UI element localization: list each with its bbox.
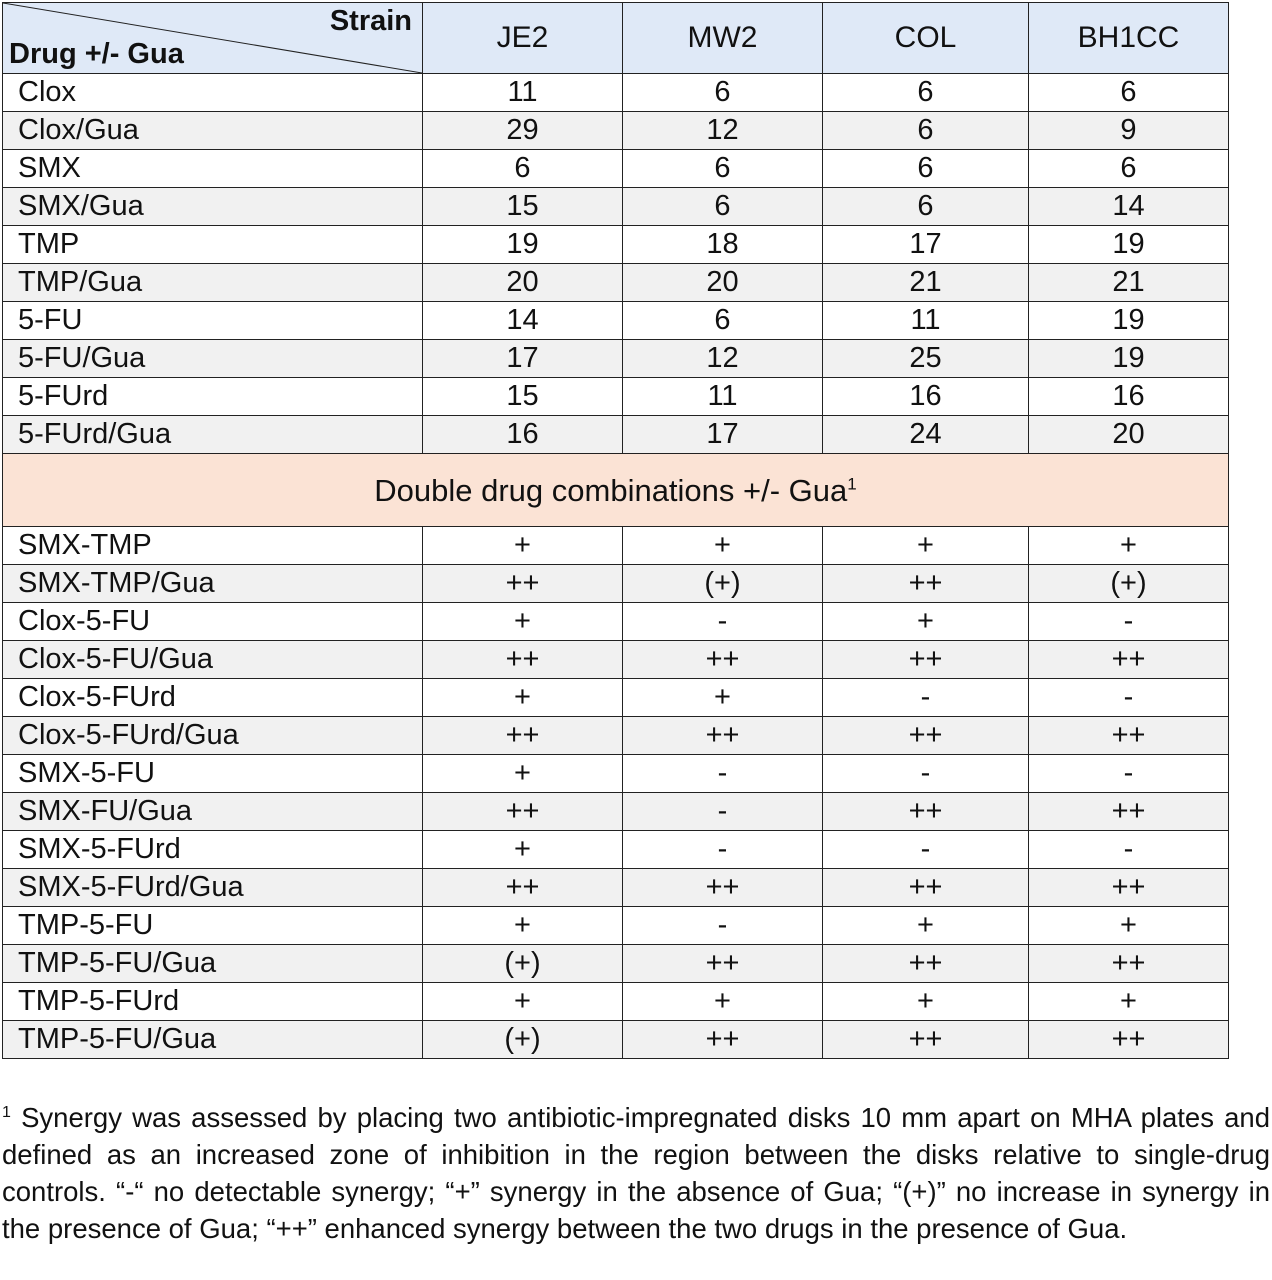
value-cell: ++: [823, 641, 1029, 679]
drug-name-cell: SMX/Gua: [3, 188, 423, 226]
value-cell: +: [423, 831, 623, 869]
results-table: [2, 2, 1229, 1059]
footnote-marker: 1: [2, 1104, 11, 1121]
footnote: [2, 1094, 1270, 1247]
value-cell: ++: [1029, 641, 1229, 679]
table-row: [3, 831, 1229, 869]
drug-name-cell: TMP: [3, 226, 423, 264]
value-cell: ++: [623, 641, 823, 679]
value-cell: +: [1029, 907, 1229, 945]
value-cell: 16: [823, 378, 1029, 416]
value-cell: 11: [423, 74, 623, 112]
strain-header-label: Strain: [329, 5, 412, 37]
table-row: [3, 150, 1229, 188]
table-row: [3, 340, 1229, 378]
value-cell: 6: [423, 150, 623, 188]
table-row: [3, 869, 1229, 907]
drug-name-cell: SMX-TMP: [3, 527, 423, 565]
value-cell: 12: [623, 112, 823, 150]
value-cell: 17: [423, 340, 623, 378]
table-row: [3, 945, 1229, 983]
value-cell: 14: [1029, 188, 1229, 226]
value-cell: ++: [823, 565, 1029, 603]
value-cell: +: [623, 983, 823, 1021]
value-cell: -: [823, 679, 1029, 717]
drug-name-cell: TMP-5-FU/Gua: [3, 1021, 423, 1059]
header-row: [3, 3, 1229, 74]
strain-header-col: COL: [823, 3, 1029, 74]
drug-name-cell: TMP-5-FUrd: [3, 983, 423, 1021]
value-cell: 17: [623, 416, 823, 454]
value-cell: +: [623, 679, 823, 717]
value-cell: 6: [823, 74, 1029, 112]
drug-name-cell: TMP/Gua: [3, 264, 423, 302]
drug-name-cell: 5-FU/Gua: [3, 340, 423, 378]
value-cell: ++: [623, 869, 823, 907]
value-cell: ++: [423, 793, 623, 831]
value-cell: ++: [423, 717, 623, 755]
table-row: [3, 717, 1229, 755]
strain-header-mw2: MW2: [623, 3, 823, 74]
table-row: [3, 679, 1229, 717]
value-cell: 19: [1029, 226, 1229, 264]
value-cell: ++: [1029, 945, 1229, 983]
value-cell: +: [423, 907, 623, 945]
footnote-text: Synergy was assessed by placing two antibiotic-impregnated disks 10 mm apart on MHA plates and defined as an increased zone of inhibition in the region between the disks relative to single-drug controls. “-“ no detectable synergy; “+” synergy in the absence of Gua; “(+)” no increase in synergy in the presence of Gua; “++” enhanced synergy between the two drugs in the presence of Gua.: [2, 1102, 1270, 1245]
drug-name-cell: SMX-5-FUrd: [3, 831, 423, 869]
drug-name-cell: 5-FUrd/Gua: [3, 416, 423, 454]
value-cell: +: [1029, 527, 1229, 565]
value-cell: 19: [1029, 340, 1229, 378]
value-cell: ++: [623, 1021, 823, 1059]
table-row: [3, 983, 1229, 1021]
table-row: [3, 302, 1229, 340]
value-cell: +: [423, 755, 623, 793]
value-cell: +: [823, 527, 1029, 565]
value-cell: (+): [423, 945, 623, 983]
value-cell: 21: [1029, 264, 1229, 302]
value-cell: ++: [1029, 869, 1229, 907]
section-title: Double drug combinations +/- Gua: [374, 472, 848, 508]
value-cell: ++: [823, 717, 1029, 755]
drug-name-cell: SMX-5-FU: [3, 755, 423, 793]
value-cell: 6: [623, 74, 823, 112]
table-row: [3, 1021, 1229, 1059]
drug-name-cell: TMP-5-FU/Gua: [3, 945, 423, 983]
value-cell: -: [623, 907, 823, 945]
value-cell: 9: [1029, 112, 1229, 150]
drug-name-cell: SMX-TMP/Gua: [3, 565, 423, 603]
value-cell: 6: [1029, 74, 1229, 112]
table-row: [3, 641, 1229, 679]
drug-name-cell: TMP-5-FU: [3, 907, 423, 945]
value-cell: 15: [423, 188, 623, 226]
table-row: [3, 264, 1229, 302]
value-cell: (+): [423, 1021, 623, 1059]
value-cell: 15: [423, 378, 623, 416]
value-cell: -: [623, 831, 823, 869]
value-cell: 25: [823, 340, 1029, 378]
drug-name-cell: Clox-5-FUrd: [3, 679, 423, 717]
drug-name-cell: Clox-5-FU/Gua: [3, 641, 423, 679]
value-cell: ++: [423, 565, 623, 603]
table-row: [3, 378, 1229, 416]
table-row: [3, 603, 1229, 641]
value-cell: -: [823, 831, 1029, 869]
drug-name-cell: 5-FUrd: [3, 378, 423, 416]
section-superscript: 1: [847, 474, 857, 494]
value-cell: ++: [623, 945, 823, 983]
value-cell: 17: [823, 226, 1029, 264]
value-cell: 6: [623, 150, 823, 188]
value-cell: -: [623, 603, 823, 641]
value-cell: 12: [623, 340, 823, 378]
value-cell: +: [823, 983, 1029, 1021]
value-cell: 29: [423, 112, 623, 150]
value-cell: (+): [1029, 565, 1229, 603]
value-cell: (+): [623, 565, 823, 603]
value-cell: 21: [823, 264, 1029, 302]
drug-name-cell: SMX: [3, 150, 423, 188]
value-cell: ++: [1029, 717, 1229, 755]
value-cell: 6: [823, 150, 1029, 188]
value-cell: 18: [623, 226, 823, 264]
value-cell: -: [1029, 755, 1229, 793]
drug-name-cell: SMX-5-FUrd/Gua: [3, 869, 423, 907]
value-cell: 19: [423, 226, 623, 264]
drug-name-cell: Clox-5-FU: [3, 603, 423, 641]
table-row: [3, 527, 1229, 565]
value-cell: ++: [823, 869, 1029, 907]
value-cell: ++: [823, 1021, 1029, 1059]
value-cell: 16: [423, 416, 623, 454]
value-cell: ++: [423, 869, 623, 907]
value-cell: -: [1029, 831, 1229, 869]
value-cell: ++: [1029, 793, 1229, 831]
section-heading: [3, 454, 1229, 527]
value-cell: 20: [623, 264, 823, 302]
value-cell: +: [423, 983, 623, 1021]
table-row: [3, 188, 1229, 226]
value-cell: -: [1029, 679, 1229, 717]
strain-header-bh1cc: BH1CC: [1029, 3, 1229, 74]
value-cell: ++: [1029, 1021, 1229, 1059]
table-row: [3, 74, 1229, 112]
value-cell: 6: [623, 302, 823, 340]
value-cell: 11: [823, 302, 1029, 340]
value-cell: -: [1029, 603, 1229, 641]
drug-header-label: Drug +/- Gua: [9, 38, 184, 70]
value-cell: 6: [823, 188, 1029, 226]
value-cell: ++: [623, 717, 823, 755]
value-cell: 20: [1029, 416, 1229, 454]
value-cell: +: [623, 527, 823, 565]
value-cell: +: [1029, 983, 1229, 1021]
table-row: [3, 907, 1229, 945]
table-row: [3, 565, 1229, 603]
value-cell: ++: [823, 945, 1029, 983]
value-cell: 6: [1029, 150, 1229, 188]
header-corner-cell: [3, 3, 423, 74]
drug-name-cell: 5-FU: [3, 302, 423, 340]
value-cell: ++: [423, 641, 623, 679]
value-cell: 16: [1029, 378, 1229, 416]
value-cell: -: [823, 755, 1029, 793]
table-row: [3, 226, 1229, 264]
value-cell: 11: [623, 378, 823, 416]
value-cell: 6: [623, 188, 823, 226]
table-row: [3, 416, 1229, 454]
value-cell: 20: [423, 264, 623, 302]
value-cell: ++: [823, 793, 1029, 831]
value-cell: +: [423, 679, 623, 717]
table-row: [3, 793, 1229, 831]
value-cell: 6: [823, 112, 1029, 150]
value-cell: 19: [1029, 302, 1229, 340]
value-cell: 14: [423, 302, 623, 340]
value-cell: -: [623, 793, 823, 831]
table-row: [3, 112, 1229, 150]
value-cell: 24: [823, 416, 1029, 454]
drug-name-cell: SMX-FU/Gua: [3, 793, 423, 831]
drug-name-cell: Clox: [3, 74, 423, 112]
value-cell: +: [823, 603, 1029, 641]
value-cell: -: [623, 755, 823, 793]
drug-name-cell: Clox/Gua: [3, 112, 423, 150]
strain-header-je2: JE2: [423, 3, 623, 74]
value-cell: +: [423, 603, 623, 641]
value-cell: +: [423, 527, 623, 565]
drug-name-cell: Clox-5-FUrd/Gua: [3, 717, 423, 755]
value-cell: +: [823, 907, 1029, 945]
table-row: [3, 755, 1229, 793]
section-row: [3, 454, 1229, 527]
